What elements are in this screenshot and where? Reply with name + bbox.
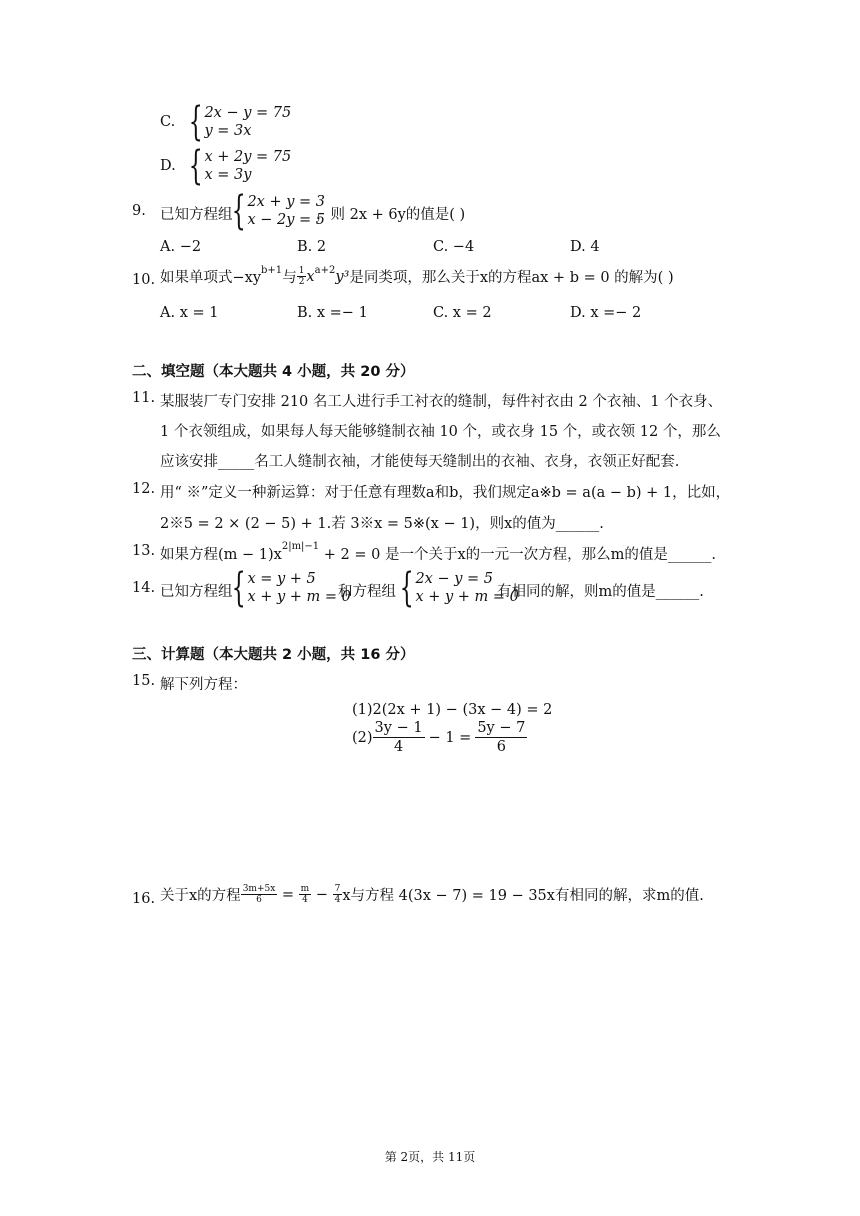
fraction-denominator: 4 [393, 739, 404, 755]
system-line: x + 2y = 75 [204, 149, 292, 165]
q16-pre: 关于x的方程 [160, 888, 241, 904]
q9-option-b: B. 2 [297, 239, 327, 255]
eq2-fraction-right [475, 719, 527, 756]
q10-option-a: A. x = 1 [160, 305, 219, 321]
eq2-label: (2) [352, 729, 373, 746]
fraction-numerator: 3m+5x [242, 884, 276, 894]
q11-line-2: 1 个衣领组成，如果每人每天能够缝制衣袖 10 个，或衣身 15 个，或衣领 12 个，那么 [160, 424, 721, 440]
q15-equation-1: (1)2(2x + 1) − (3x − 4) = 2 [352, 702, 553, 718]
q11-line-3: 应该安排_____名工人缝制衣袖，才能使每天缝制出的衣袖、衣身，衣领正好配套. [160, 454, 680, 470]
q10-sup2: a+2 [314, 265, 336, 276]
q8-option-c-system [183, 99, 292, 145]
q10-stem [160, 266, 674, 287]
brace-icon: { [231, 188, 246, 234]
system-line: x − 2y = 5 [247, 212, 326, 228]
fraction-numerator: 3y − 1 [374, 720, 423, 736]
q14-number: 14. [132, 580, 156, 596]
system-line: y = 3x [204, 123, 252, 139]
fraction-numerator: m [300, 884, 310, 894]
q15-text: 解下列方程： [160, 677, 247, 693]
system-line: x + y + m = 0 [415, 589, 519, 605]
brace-icon: { [188, 143, 203, 189]
eq2-fraction-left [373, 719, 425, 756]
q9-option-c: C. −4 [433, 239, 475, 255]
fraction-denominator: 2 [298, 277, 305, 287]
q14-system-a [226, 565, 351, 611]
q12-number: 12. [132, 481, 156, 497]
q10-text: 如果单项式−xy [160, 270, 262, 286]
page-footer: 第 2页，共 11页 [384, 1150, 476, 1164]
q10-option-c: C. x = 2 [433, 305, 492, 321]
q13-pre: 如果方程(m − 1)x [160, 547, 282, 563]
q13-stem [160, 543, 716, 564]
q13-sup: 2|m|−1 [281, 541, 320, 553]
brace-icon: { [399, 565, 414, 611]
q15-number: 15. [132, 673, 156, 689]
system-line: x + y + m = 0 [247, 589, 351, 605]
section-3-heading: 三、计算题（本大题共 2 小题，共 16 分） [132, 647, 415, 663]
q15-equation-2 [352, 719, 527, 756]
fraction-numerator: 5y − 7 [477, 720, 526, 736]
q16-fraction-1 [241, 884, 278, 905]
q16-fraction-3 [333, 884, 343, 905]
q10-option-d: D. x =− 2 [570, 305, 642, 321]
q16-stem [160, 884, 704, 905]
eq2-mid: − 1 = [428, 729, 472, 746]
brace-icon: { [231, 565, 246, 611]
q9-suffix: ，则 2x + 6y的值是( ) [316, 207, 466, 223]
q8-option-d-system [183, 143, 292, 189]
fraction-numerator: 1 [298, 266, 305, 276]
q10-suffix: 是同类项，那么关于x的方程ax + b = 0 的解为( ) [349, 270, 674, 286]
q9-system [226, 188, 326, 234]
q16-fraction-2 [299, 884, 312, 905]
fraction-numerator: 7 [334, 884, 341, 894]
q14-mid: 和方程组 [338, 584, 396, 600]
q13-number: 13. [132, 543, 156, 559]
section-2-heading: 二、填空题（本大题共 4 小题，共 20 分） [132, 364, 415, 380]
system-line: 2x + y = 3 [247, 194, 326, 210]
q8-option-d-label: D. [160, 158, 176, 174]
fraction-denominator: 6 [496, 739, 506, 755]
q14-post: 有相同的解，则m的值是______. [497, 584, 704, 600]
q11-line-1: 某服装厂专门安排 210 名工人进行手工衬衣的缝制，每件衬衣由 2 个衣袖、1 个衣身、 [160, 394, 723, 410]
q10-option-b: B. x =− 1 [297, 305, 368, 321]
fraction-denominator: 4 [302, 895, 308, 905]
system-line: x = y + 5 [247, 571, 316, 587]
q9-option-d: D. 4 [570, 239, 600, 255]
q9-prefix: 已知方程组 [160, 207, 233, 223]
q10-mid: 与 [282, 270, 297, 286]
q13-post: + 2 = 0 是一个关于x的一元一次方程，那么m的值是______. [319, 547, 717, 563]
q10-number: 10. [132, 272, 156, 288]
q10-y3: y³ [335, 268, 350, 285]
q9-option-a: A. −2 [160, 239, 202, 255]
q14-pre: 已知方程组 [160, 584, 233, 600]
q10-sup1: b+1 [261, 265, 283, 276]
q16-number: 16. [132, 891, 156, 907]
q12-line-1: 用“ ※”定义一种新运算：对于任意有理数a和b，我们规定a※b = a(a − b) + 1，比如， [160, 485, 731, 501]
q12-line-2: 2※5 = 2 × (2 − 5) + 1.若 3※x = 5※(x − 1)，则x的值为______. [160, 516, 604, 532]
brace-icon: { [188, 99, 203, 145]
q16-minus: − [311, 886, 333, 903]
fraction-denominator: 4 [334, 895, 341, 905]
q16-post: x与方程 4(3x − 7) = 19 − 35x有相同的解，求m的值. [342, 888, 704, 904]
q9-number: 9. [132, 203, 146, 219]
q8-option-c-label: C. [160, 114, 176, 130]
q11-number: 11. [132, 390, 156, 406]
q10-x: x [306, 268, 315, 285]
q16-eq: = [277, 886, 299, 903]
system-line: 2x − y = 5 [415, 571, 494, 587]
q10-fraction [297, 266, 307, 287]
system-line: x = 3y [204, 167, 252, 183]
fraction-denominator: 6 [256, 895, 262, 905]
system-line: 2x − y = 75 [204, 105, 292, 121]
